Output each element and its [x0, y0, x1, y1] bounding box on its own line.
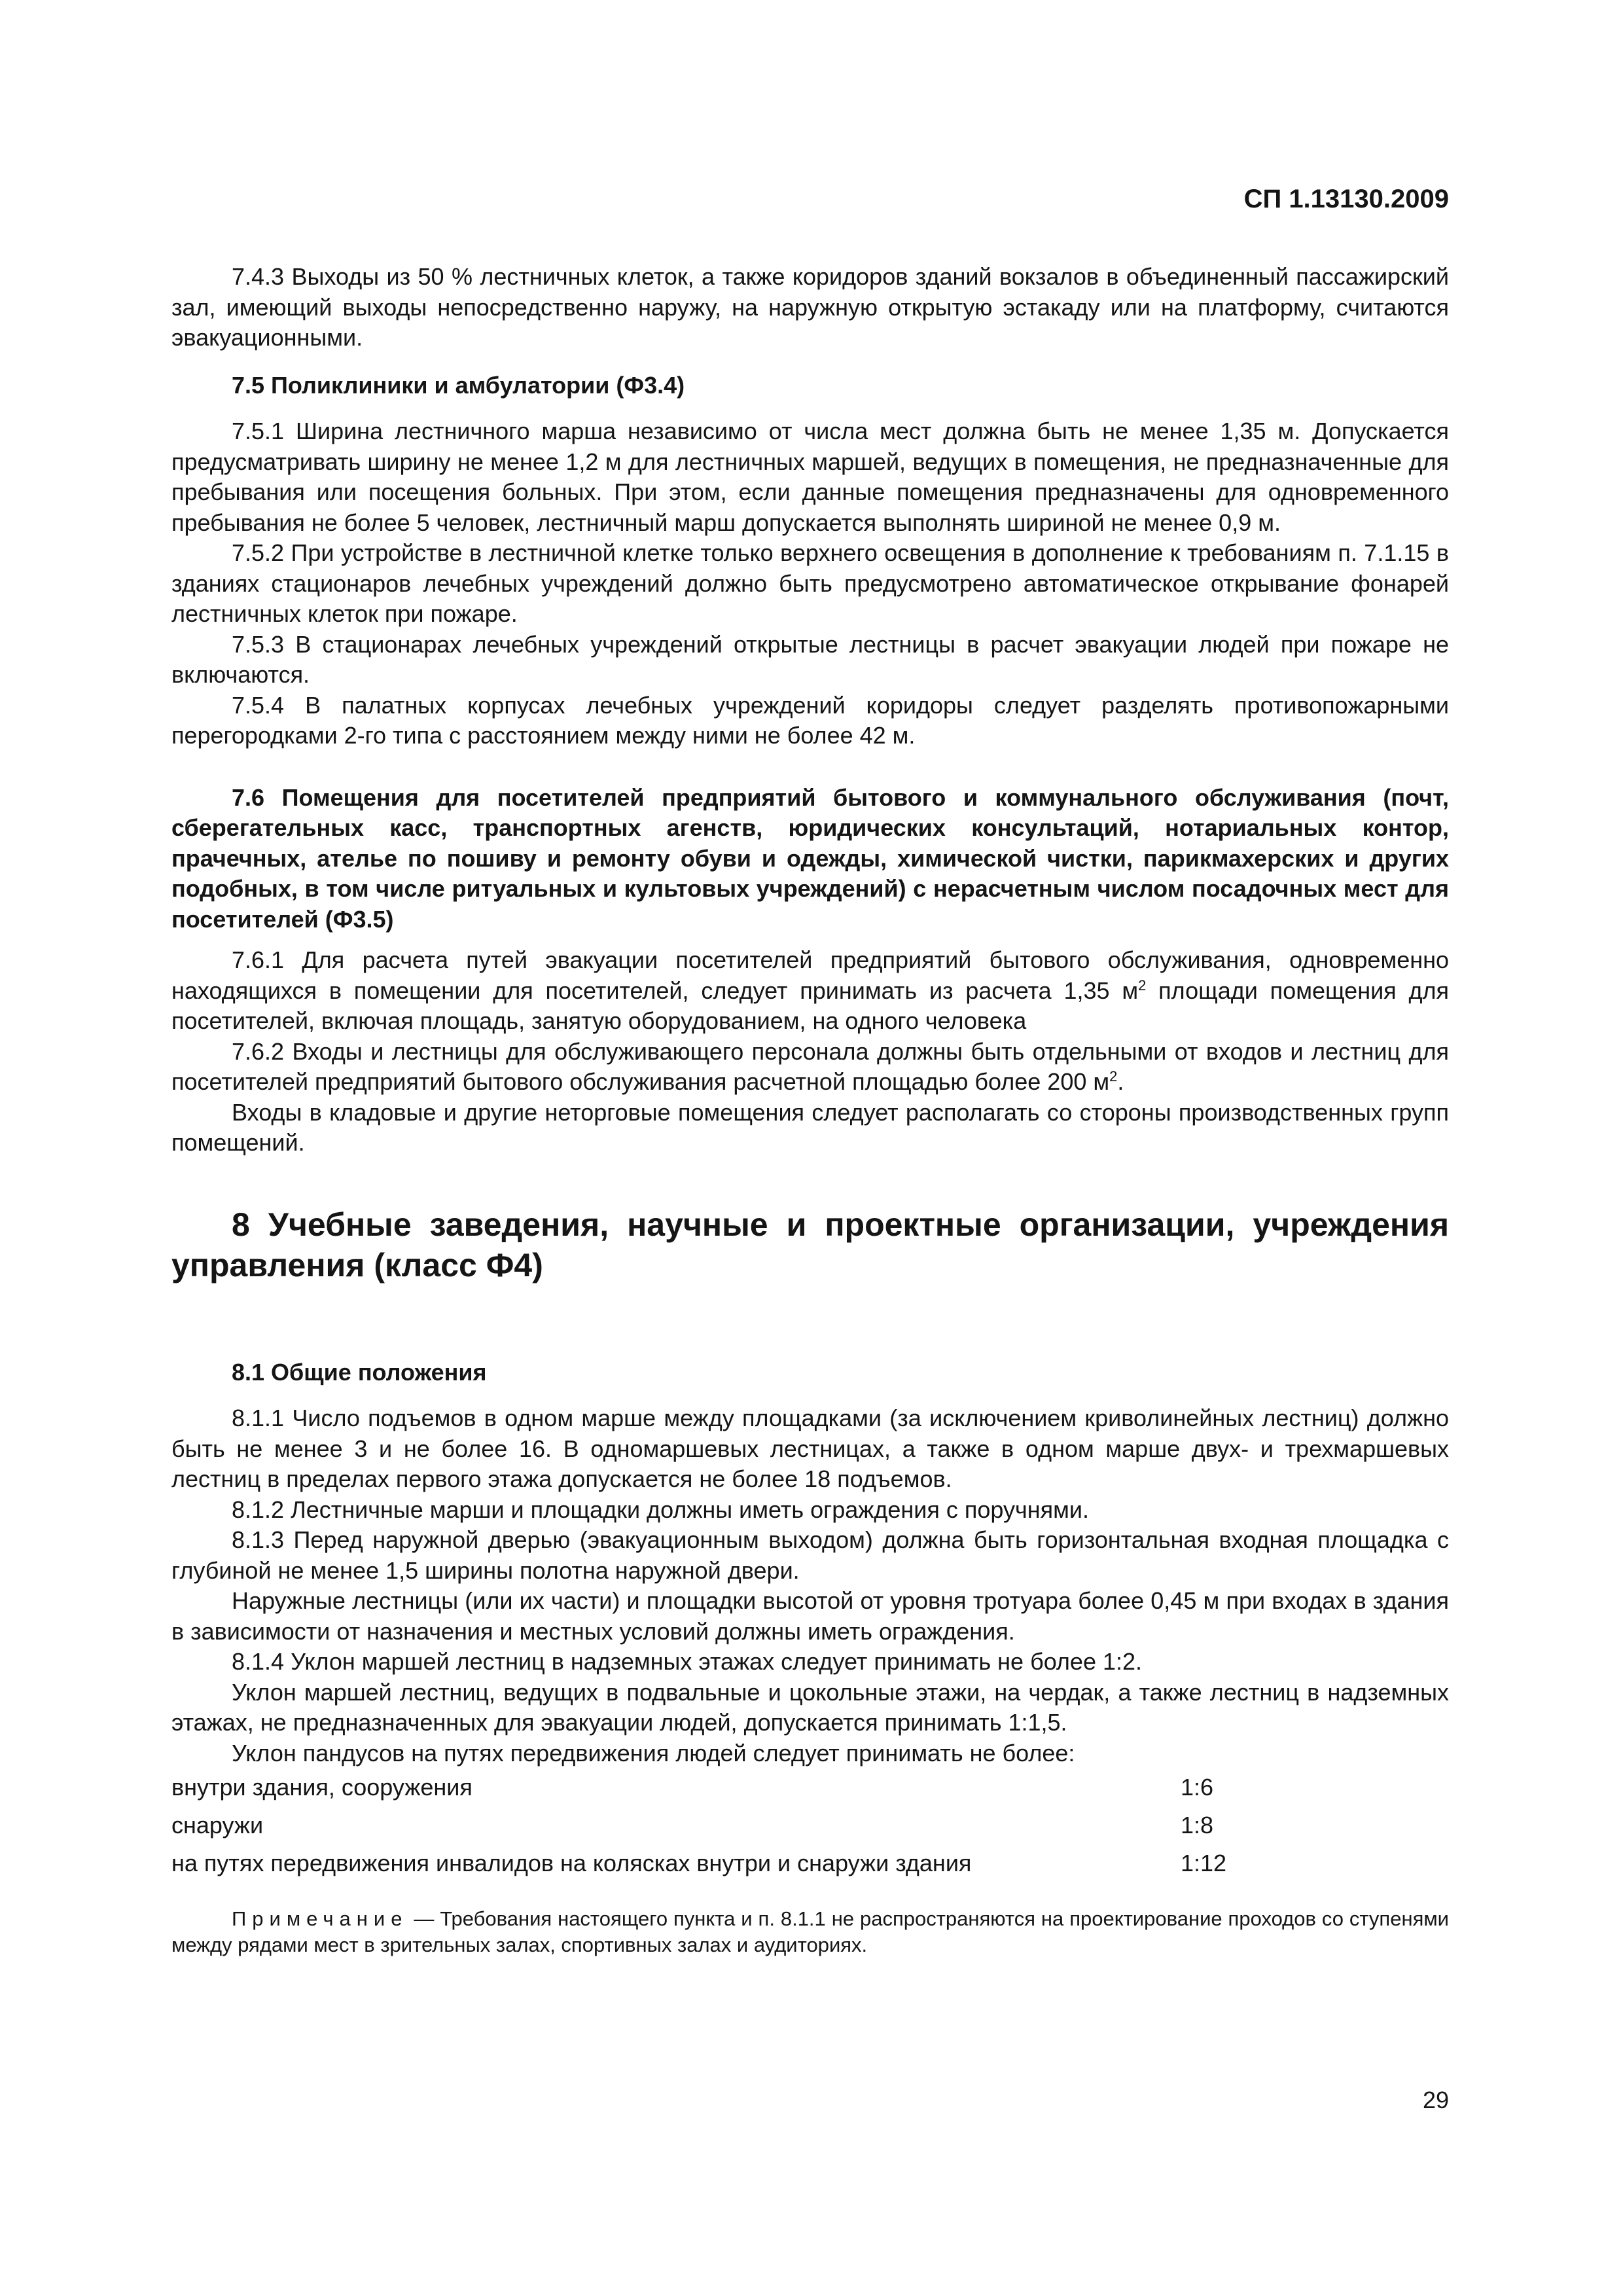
paragraph-7-6-1-part-b: площади помещения для посетителей, включая площадь, занятую оборудованием, на одного человека [171, 977, 1449, 1034]
paragraph-7-6-2-part-a: 7.6.2 Входы и лестницы для обслуживающего персонала должны быть отдельными от входов и лестниц для посетителей предприятий бытового обслуживания расчетной площадью более 200 м [171, 1037, 1449, 1095]
paragraph-7-5-2: 7.5.2 При устройстве в лестничной клетке только верхнего освещения в дополнение к требованиям п. 7.1.15 в зданиях стационаров лечебных учреждений должно быть предусмотрено автоматическое открывание фонарей лестничных клеток при пожаре. [171, 539, 1449, 627]
paragraph-7-5-1: 7.5.1 Ширина лестничного марша независимо от числа мест должна быть не менее 1,35 м. Допускается предусматривать ширину не менее 1,2 м для лестничных маршей, ведущих в помещения, не предназначенные для пребывания или посещения больных. При этом, если данные помещения предназначены для одновременного пребывания не более 5 человек, лестничный марш допускается выполнять шириной не менее 0,9 м. [171, 418, 1449, 536]
ramp-slope-row [171, 1806, 1449, 1844]
paragraph-7-6-1 [171, 945, 1449, 1037]
paragraph-7-6-3: Входы в кладовые и другие неторговые помещения следует располагать со стороны производственных групп помещений. [171, 1098, 1449, 1156]
note-label: Примечание [232, 1907, 408, 1930]
document-code: СП 1.13130.2009 [1243, 185, 1449, 213]
ramp-slope-row [171, 1768, 1449, 1806]
ramp-slope-label: снаружи [171, 1812, 264, 1839]
paragraph-8-1-4-ramps: Уклон пандусов на путях передвижения людей следует принимать не более: [232, 1739, 1075, 1767]
paragraph-8-1-3: 8.1.3 Перед наружной дверью (эвакуационным выходом) должна быть горизонтальная входная площадка с глубиной не менее 1,5 ширины полотна наружной двери. [171, 1526, 1449, 1584]
paragraph-7-4-3: 7.4.3 Выходы из 50 % лестничных клеток, а также коридоров зданий вокзалов в объединенный пассажирский зал, имеющий выходы непосредственно наружу, на наружную открытую эстакаду или на платформу, считаются эвакуационными. [171, 263, 1449, 351]
heading-7-6: 7.6 Помещения для посетителей предприятий бытового и коммунального обслуживания (почт, сберегательных касс, транспортных агенств, юридических консультаций, нотариальных контор, прачечных, ателье по пошиву и ремонту обуви и одежды, химической чистки, парикмахерских и других подобных, в том числе ритуальных и культовых учреждений) с нерасчетным числом посадочных мест для посетителей (Ф3.5) [171, 783, 1449, 933]
ramp-slope-value: 1:12 [1181, 1850, 1227, 1876]
paragraph-8-1-4: 8.1.4 Уклон маршей лестниц в надземных этажах следует принимать не более 1:2. [232, 1648, 1143, 1675]
ramp-slope-value: 1:8 [1181, 1812, 1214, 1839]
note [171, 1906, 1449, 1958]
ramp-slope-value: 1:6 [1181, 1774, 1214, 1801]
superscript-2: 2 [1109, 1068, 1118, 1085]
paragraph-7-6-2-part-b: . [1117, 1068, 1124, 1095]
paragraph-7-6-1-part-a: 7.6.1 Для расчета путей эвакуации посетителей предприятий бытового обслуживания, одновременно находящихся в помещении для посетителей, следует принимать из расчета 1,35 м [171, 946, 1449, 1004]
ramp-slope-list [171, 1768, 1449, 1882]
paragraph-8-1-3-cont: Наружные лестницы (или их части) и площадки высотой от уровня тротуара более 0,45 м при входах в здания в зависимости от назначения и местных условий должны иметь ограждения. [171, 1587, 1449, 1645]
document-body [171, 262, 1449, 1958]
paragraph-7-5-3: 7.5.3 В стационарах лечебных учреждений открытые лестницы в расчет эвакуации людей при пожаре не включаются. [171, 630, 1449, 688]
paragraph-7-6-2 [171, 1037, 1449, 1098]
ramp-slope-label: внутри здания, сооружения [171, 1774, 473, 1801]
paragraph-8-1-2: 8.1.2 Лестничные марши и площадки должны иметь ограждения с поручнями. [232, 1496, 1089, 1523]
superscript-2: 2 [1138, 977, 1147, 994]
heading-8-1: 8.1 Общие положения [232, 1358, 487, 1386]
paragraph-8-1-4-cont: Уклон маршей лестниц, ведущих в подвальные и цокольные этажи, на чердак, а также лестниц в надземных этажах, не предназначенных для эвакуации людей, допускается принимать 1:1,5. [171, 1678, 1449, 1736]
page-number: 29 [1422, 2087, 1449, 2113]
heading-7-5: 7.5 Поликлиники и амбулатории (Ф3.4) [232, 371, 685, 399]
heading-section-8: 8 Учебные заведения, научные и проектные организации, учреждения управления (класс Ф4) [171, 1206, 1449, 1283]
note-text: — Требования настоящего пункта и п. 8.1.1 не распространяются на проектирование проходов со ступенями между рядами мест в зрительных залах, спортивных залах и аудиториях. [171, 1907, 1449, 1956]
paragraph-8-1-1: 8.1.1 Число подъемов в одном марше между площадками (за исключением криволинейных лестниц) должно быть не менее 3 и не более 16. В одномаршевых лестницах, а также в одном марше двух- и трехмаршевых лестниц в пределах первого этажа допускается не более 18 подъемов. [171, 1405, 1449, 1492]
ramp-slope-row [171, 1844, 1449, 1882]
document-page [171, 0, 1449, 2296]
paragraph-7-5-4: 7.5.4 В палатных корпусах лечебных учреждений коридоры следует разделять противопожарными перегородками 2-го типа с расстоянием между ними не более 42 м. [171, 691, 1449, 749]
ramp-slope-label: на путях передвижения инвалидов на колясках внутри и снаружи здания [171, 1850, 972, 1876]
